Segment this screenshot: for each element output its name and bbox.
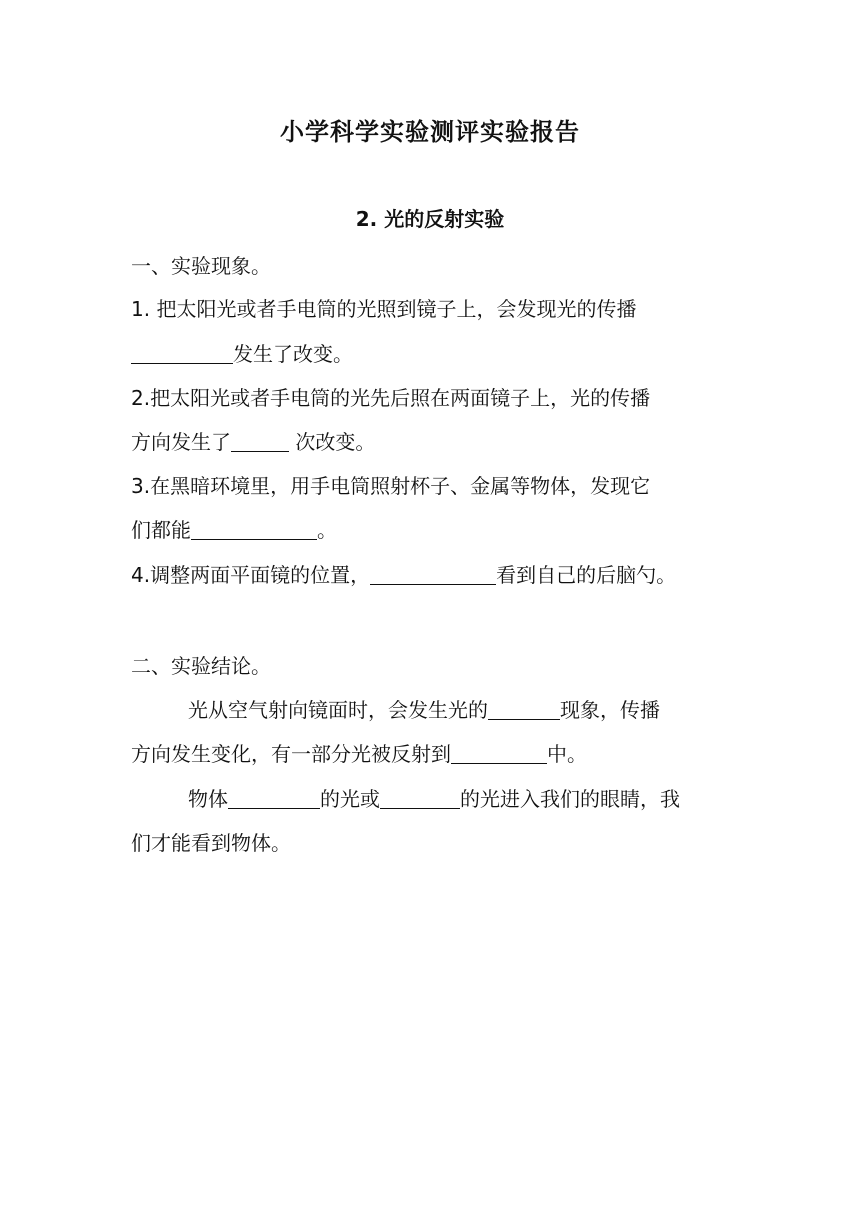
item-2-line-2 [131,428,741,456]
answer-blank-1[interactable] [131,343,233,364]
answer-blank-5[interactable] [488,699,560,720]
answer-blank-6[interactable] [451,743,547,764]
conclusion-para-2-line-1 [188,785,798,813]
para-2-text-after: 的光进入我们的眼睛，我 [460,787,680,811]
item-3-text-before: 们都能 [131,518,191,542]
section-heading-conclusion: 二、实验结论。 [131,654,271,678]
item-3-line-2 [131,516,741,544]
item-4-text-after: 看到自己的后脑勺。 [496,563,677,587]
section-heading-phenomena: 一、实验现象。 [131,254,271,278]
experiment-subtitle: 2. 光的反射实验 [355,207,505,231]
answer-blank-3[interactable] [191,519,317,540]
conclusion-para-2-line-2: 们才能看到物体。 [131,831,291,855]
conclusion-para-1-line-2 [131,740,741,768]
para-1-text-after: 现象，传播 [560,698,660,722]
item-3-line-1: 3.在黑暗环境里，用手电筒照射杯子、金属等物体，发现它 [131,474,651,498]
item-1-line-2 [131,340,741,368]
conclusion-para-1-line-1 [188,696,798,724]
item-2-text-after: 次改变。 [289,430,376,454]
item-1-line-1: 1. 把太阳光或者手电筒的光照到镜子上，会发现光的传播 [131,297,637,321]
answer-blank-4[interactable] [370,564,496,585]
item-4 [131,561,741,589]
para-2-text-before: 物体 [188,787,228,811]
item-4-text-before: 4.调整两面平面镜的位置， [131,563,371,587]
item-1-text-after: 发生了改变。 [233,342,353,366]
item-2-line-1: 2.把太阳光或者手电筒的光先后照在两面镜子上，光的传播 [131,386,651,410]
para-1-line-2-text-before: 方向发生变化，有一部分光被反射到 [131,742,451,766]
para-2-text-mid: 的光或 [320,787,380,811]
answer-blank-7[interactable] [228,788,320,809]
answer-blank-8[interactable] [380,788,460,809]
answer-blank-2[interactable] [231,431,289,452]
item-3-text-after: 。 [317,518,337,542]
page-title: 小学科学实验测评实验报告 [280,118,580,146]
item-2-text-before: 方向发生了 [131,430,231,454]
para-1-text-before: 光从空气射向镜面时，会发生光的 [188,698,488,722]
para-1-line-2-text-after: 中。 [547,742,587,766]
